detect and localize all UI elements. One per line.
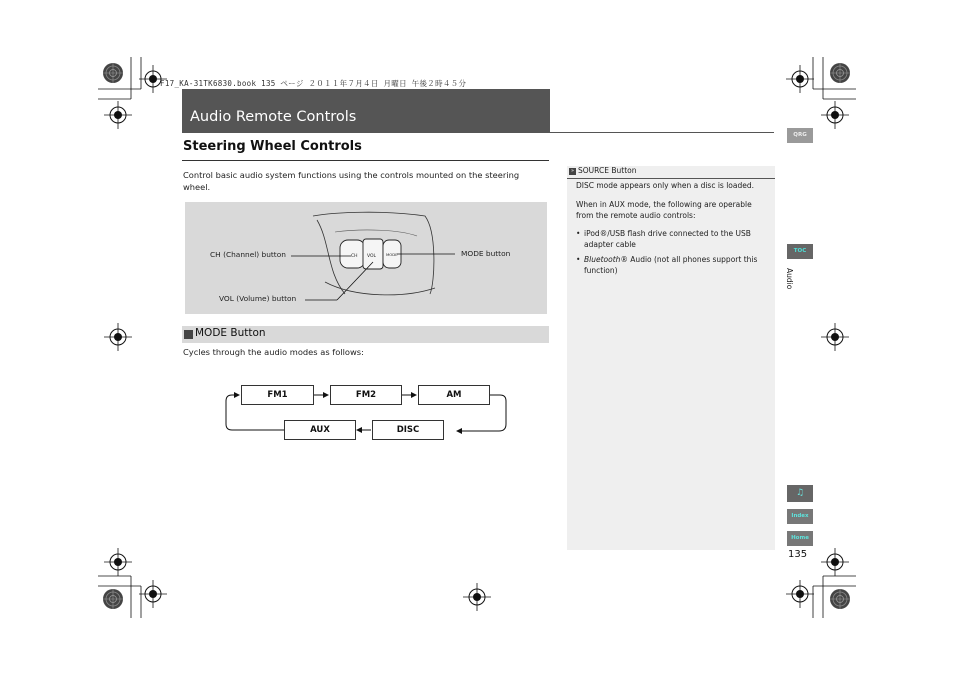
vol-button-text: VOL bbox=[367, 254, 377, 259]
print-header: F17_KA-31TK6830.book 135 ページ ２０１１年７月４日 月曜日 午後２時４５分 bbox=[160, 79, 467, 88]
sidebar-para-aux: When in AUX mode, the following are operable from the remote audio controls: bbox=[576, 200, 752, 220]
flow-disc: DISC bbox=[372, 420, 444, 440]
mode-button-label: MODE button bbox=[461, 249, 511, 258]
sidebar-header bbox=[567, 166, 775, 179]
sidebar-bullet-bluetooth bbox=[584, 255, 771, 276]
bluetooth-italic: Bluetooth bbox=[584, 255, 621, 264]
vol-button-label: VOL (Volume) button bbox=[219, 294, 297, 303]
sidebar-header-text: SOURCE Button bbox=[578, 166, 637, 175]
tab-toc[interactable]: TOC bbox=[787, 244, 813, 259]
page-number: 135 bbox=[788, 549, 808, 560]
flow-fm2: FM2 bbox=[330, 385, 402, 405]
ch-button-text: CH bbox=[351, 254, 358, 259]
chapter-label-audio: Audio bbox=[785, 268, 794, 290]
flow-am: AM bbox=[418, 385, 490, 405]
tab-index[interactable]: Index bbox=[787, 509, 813, 524]
section-title: Steering Wheel Controls bbox=[183, 139, 362, 154]
page-title: Audio Remote Controls bbox=[190, 109, 357, 125]
mode-button-title: MODE Button bbox=[195, 327, 266, 339]
mode-description: Cycles through the audio modes as follows: bbox=[183, 347, 364, 357]
bluetooth-rest: ® Audio (not all phones support this function) bbox=[584, 255, 758, 275]
tab-qrg[interactable]: QRG bbox=[787, 128, 813, 143]
intro-paragraph: Control basic audio system functions using the controls mounted on the steering wheel. bbox=[183, 170, 520, 192]
mode-button-text: MODE bbox=[386, 252, 398, 257]
sidebar-bullet-ipod: iPod®/USB flash drive connected to the USB adapter cable bbox=[584, 229, 751, 249]
sidebar-para-disc: DISC mode appears only when a disc is loaded. bbox=[576, 181, 755, 190]
flow-fm1: FM1 bbox=[241, 385, 314, 405]
bullet-dot-1: • bbox=[576, 229, 581, 238]
music-note-icon[interactable]: ♫ bbox=[787, 485, 813, 502]
tab-home[interactable]: Home bbox=[787, 531, 813, 546]
ch-button-label: CH (Channel) button bbox=[210, 250, 286, 259]
sidebar-note bbox=[567, 166, 775, 550]
reference-icon: » bbox=[570, 168, 575, 174]
bullet-dot-2: • bbox=[576, 255, 581, 264]
flow-aux: AUX bbox=[284, 420, 356, 440]
